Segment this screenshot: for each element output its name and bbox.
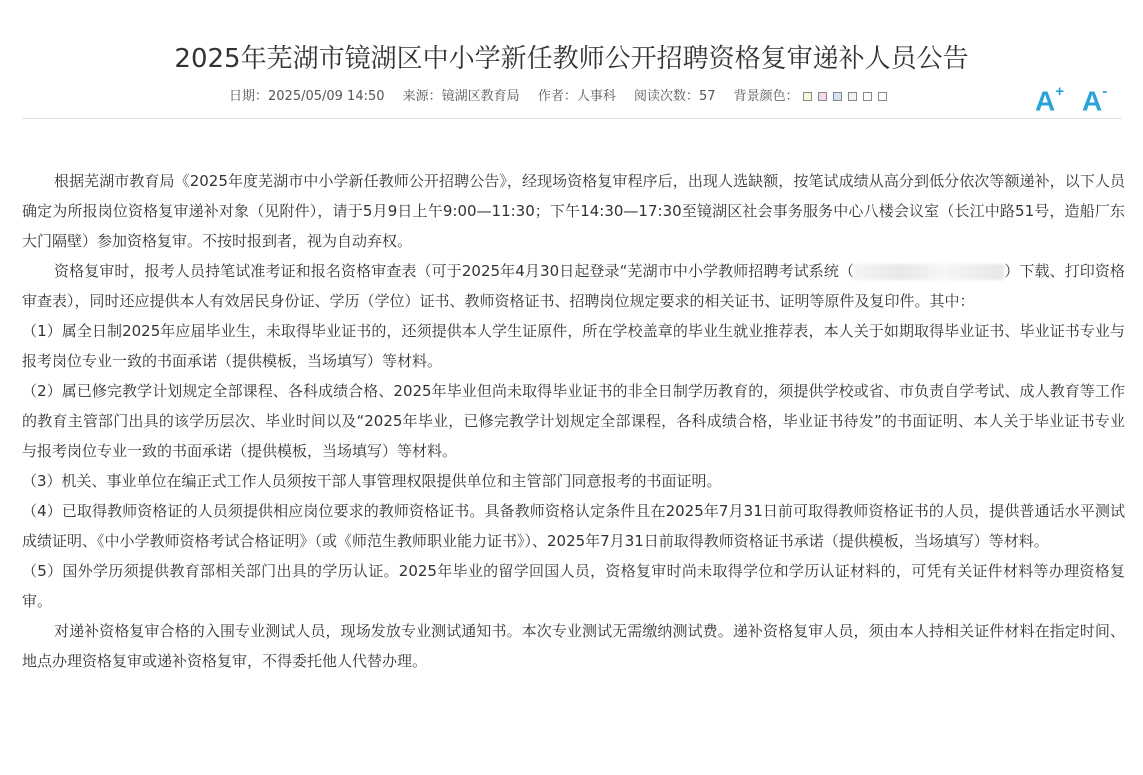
view-count: 阅读次数：57 bbox=[633, 89, 716, 104]
article-body bbox=[22, 166, 1125, 676]
author: 作者：人事科 bbox=[537, 89, 616, 104]
bg-color-swatches bbox=[803, 89, 893, 104]
plus-icon: + bbox=[1055, 83, 1064, 100]
bg-color-swatch[interactable] bbox=[878, 92, 887, 101]
source: 来源：镜湖区教育局 bbox=[402, 89, 520, 104]
page-title: 2025年芜湖市镜湖区中小学新任教师公开招聘资格复审递补人员公告 bbox=[174, 44, 969, 75]
font-increase-button[interactable] bbox=[1035, 76, 1064, 116]
paragraph-text: ）下载、打印资格审查表），同时还应提供本人有效居民身份证、学历（学位）证书、教师资格证书、招聘岗位规定要求的相关证书、证明等原件及复印件。其中： bbox=[22, 262, 1125, 310]
font-increase-icon: A bbox=[1035, 85, 1056, 117]
bg-color-label: 背景颜色： bbox=[733, 89, 799, 104]
header-divider bbox=[22, 118, 1122, 119]
paragraph-text: 资格复审时，报考人员持笔试准考证和报名资格审查表（可于2025年4月30日起登录“芜湖市中小学教师招聘考试系统（ bbox=[54, 262, 855, 280]
font-decrease-button[interactable] bbox=[1082, 76, 1107, 116]
publish-date: 日期：2025/05/09 14:50 bbox=[229, 89, 385, 104]
minus-icon: - bbox=[1102, 83, 1108, 100]
bg-color-swatch[interactable] bbox=[863, 92, 872, 101]
paragraph: （3）机关、事业单位在编正式工作人员须按干部人事管理权限提供单位和主管部门同意报考的书面证明。 bbox=[22, 472, 722, 490]
bg-color-swatch[interactable] bbox=[818, 92, 827, 101]
bg-color-swatch[interactable] bbox=[803, 92, 812, 101]
blurred-url bbox=[854, 264, 1004, 280]
paragraph: 根据芜湖市教育局《2025年度芜湖市中小学新任教师公开招聘公告》，经现场资格复审程序后，出现人选缺额，按笔试成绩从高分到低分依次等额递补，以下人员确定为所报岗位资格复审递补对象（见附件），请于5月9日上午9:00—11:30；下午14:30—17:30至镜湖区社会事务服务中心八楼会议室（长江中路51号，造船厂东大门隔壁）参加资格复审。不按时报到者，视为自动弃权。 bbox=[22, 172, 1125, 250]
article-meta bbox=[229, 86, 893, 108]
paragraph: （2）属已修完教学计划规定全部课程、各科成绩合格、2025年毕业但尚未取得毕业证书的非全日制学历教育的，须提供学校或省、市负责自学考试、成人教育等工作的教育主管部门出具的该学历层次、毕业时间以及“2025年毕业，已修完教学计划规定全部课程，各科成绩合格，毕业证书待发”的书面证明、本人关于毕业证书专业与报考岗位专业一致的书面承诺（提供模板，当场填写）等材料。 bbox=[22, 382, 1125, 460]
paragraph: （5）国外学历须提供教育部相关部门出具的学历认证。2025年毕业的留学回国人员，资格复审时尚未取得学位和学历认证材料的，可凭有关证件材料等办理资格复审。 bbox=[22, 562, 1125, 610]
bg-color-swatch[interactable] bbox=[848, 92, 857, 101]
font-decrease-icon: A bbox=[1082, 85, 1103, 117]
paragraph: 对递补资格复审合格的入围专业测试人员，现场发放专业测试通知书。本次专业测试无需缴纳测试费。递补资格复审人员，须由本人持相关证件材料在指定时间、地点办理资格复审或递补资格复审，不得委托他人代替办理。 bbox=[22, 622, 1125, 670]
paragraph bbox=[22, 256, 1125, 316]
paragraph: （1）属全日制2025年应届毕业生，未取得毕业证书的，还须提供本人学生证原件，所在学校盖章的毕业生就业推荐表，本人关于如期取得毕业证书、毕业证书专业与报考岗位专业一致的书面承诺（提供模板，当场填写）等材料。 bbox=[22, 322, 1125, 370]
paragraph: （4）已取得教师资格证的人员须提供相应岗位要求的教师资格证书。具备教师资格认定条件且在2025年7月31日前可取得教师资格证书的人员，提供普通话水平测试成绩证明、《中小学教师资格考试合格证明》（或《师范生教师职业能力证书》）、2025年7月31日前取得教师资格证书承诺（提供模板，当场填写）等材料。 bbox=[22, 502, 1125, 550]
bg-color-swatch[interactable] bbox=[833, 92, 842, 101]
